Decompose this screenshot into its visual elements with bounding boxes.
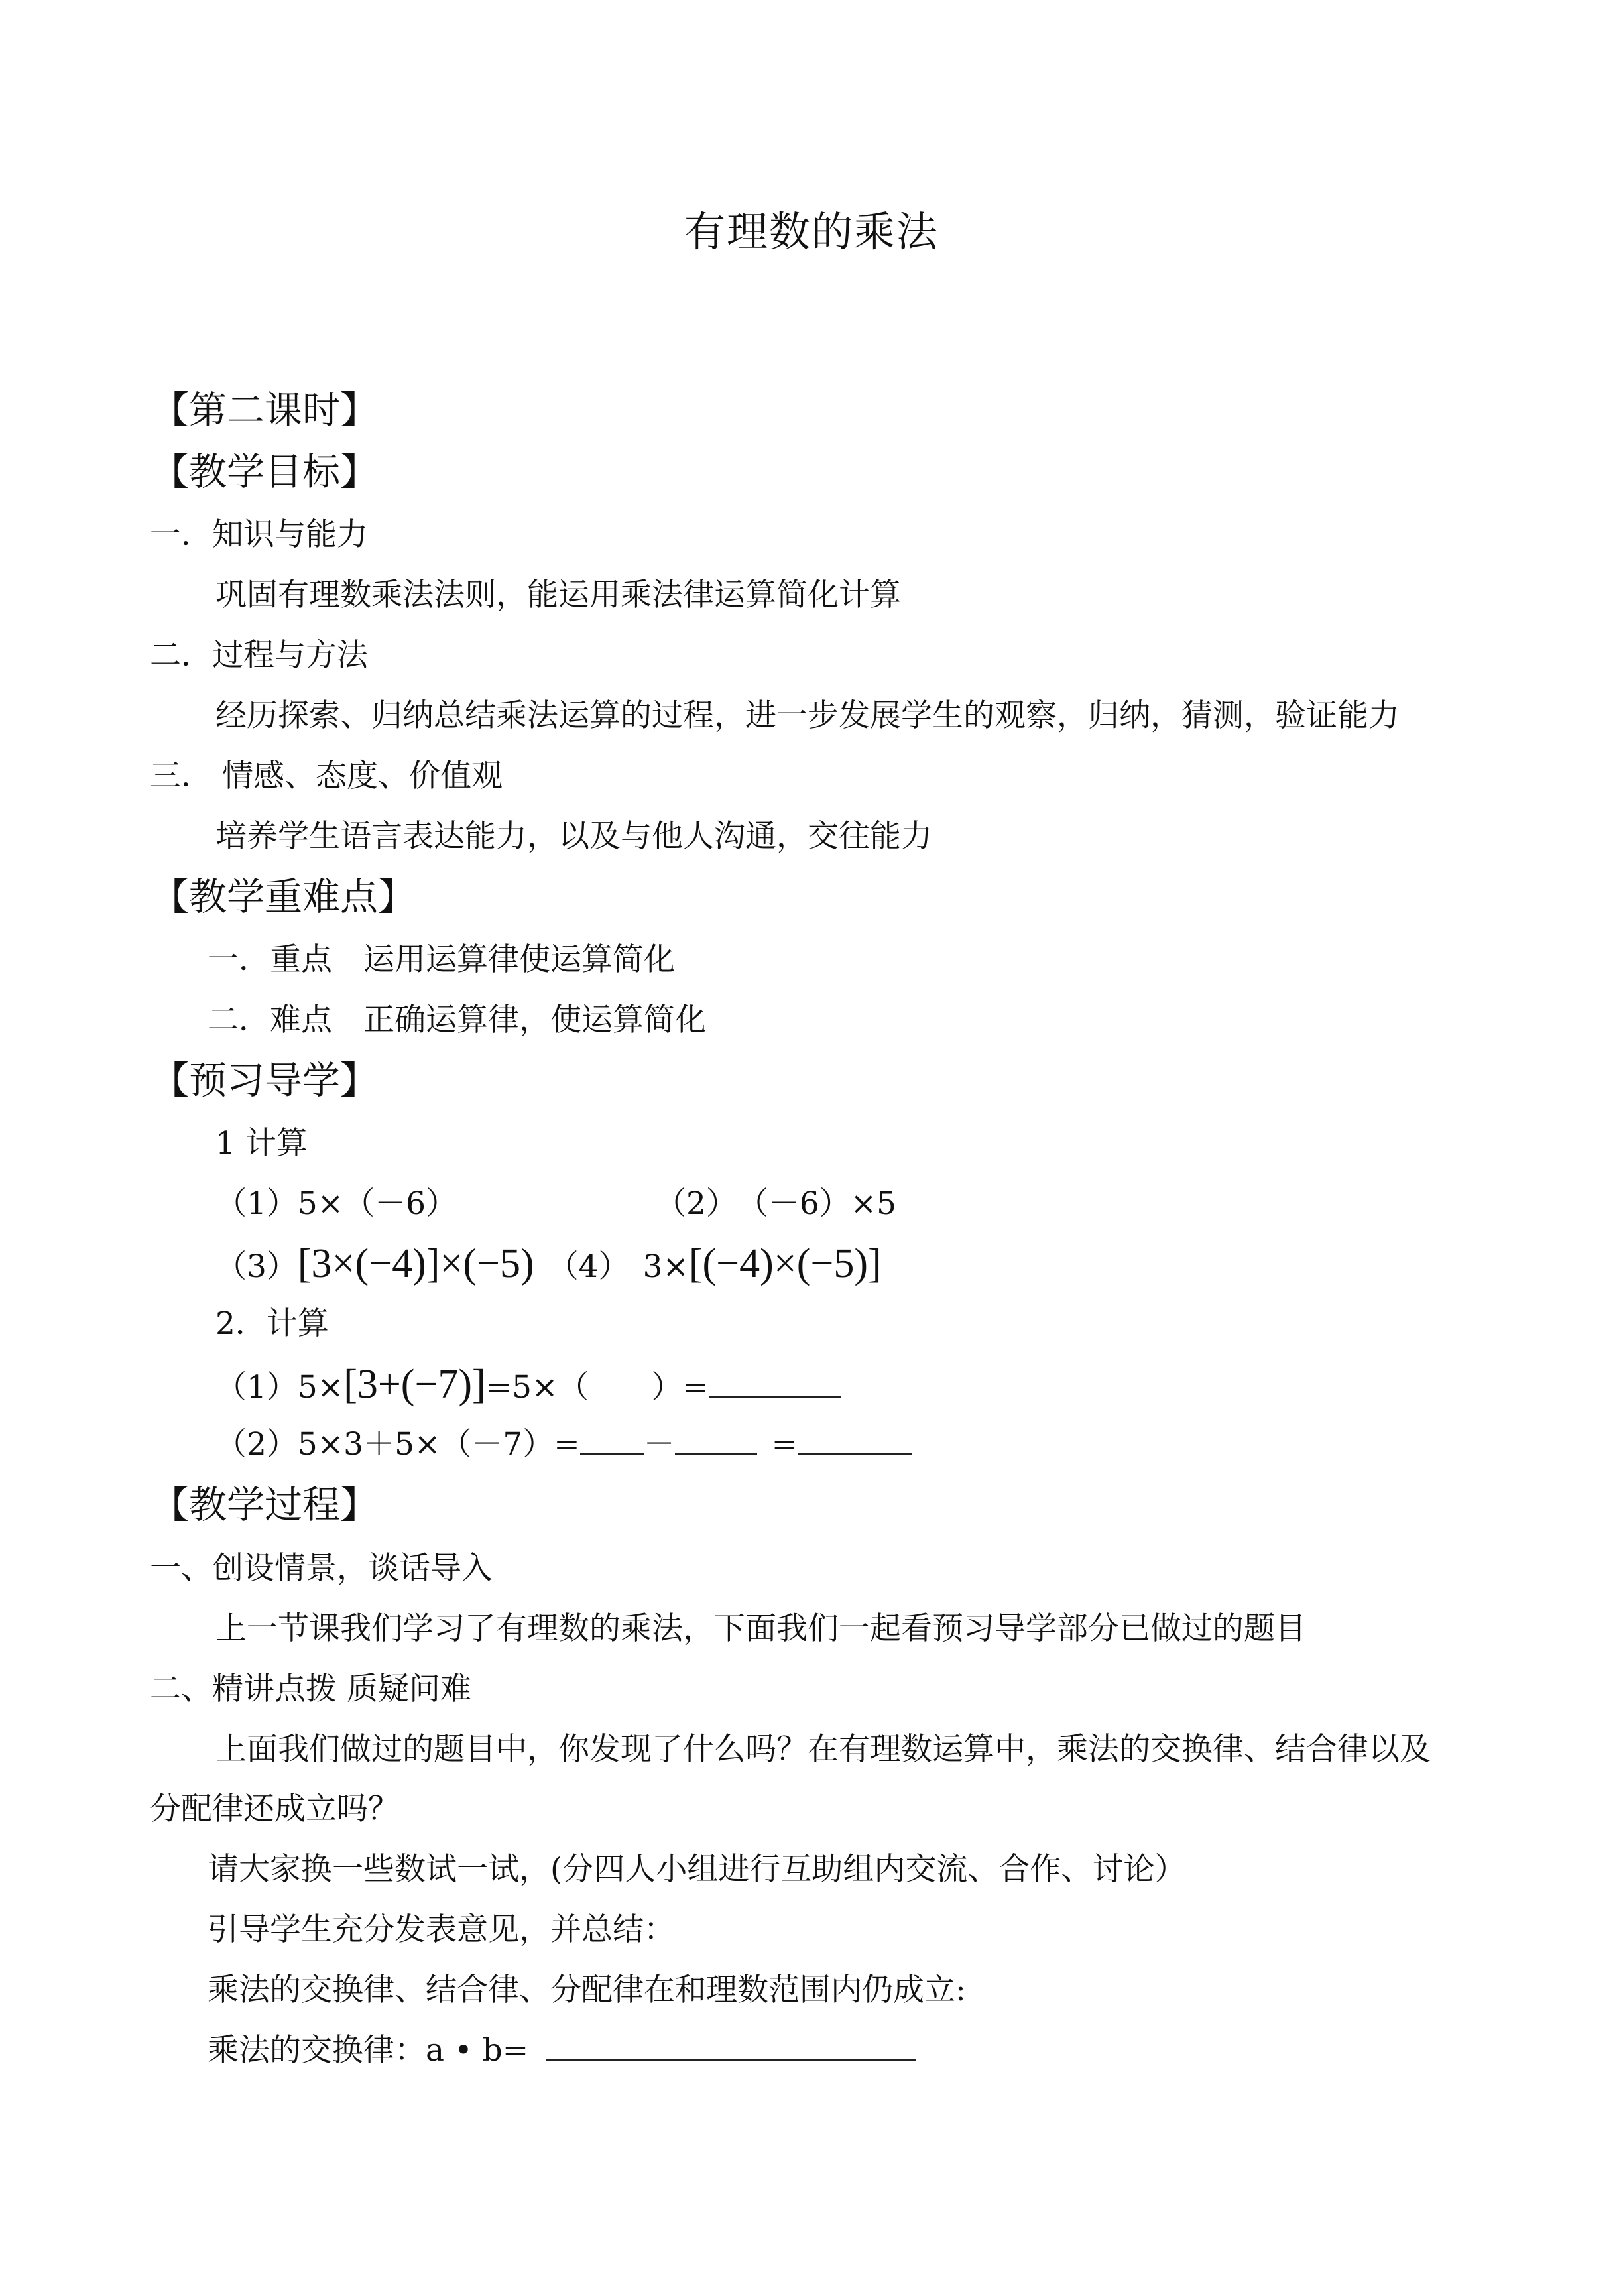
goal-3-text: 培养学生语言表达能力，以及与他人沟通，交往能力	[215, 818, 932, 855]
step-2-text-2: 分配律还成立吗？	[150, 1791, 399, 1827]
preview-2-q2-row	[215, 1425, 912, 1465]
goal-3-heading: 三． 情感、态度、价值观	[150, 758, 503, 794]
key-point-1: 一．重点 运用运算律使运算简化	[208, 941, 675, 978]
step-2-text-1: 上面我们做过的题目中，你发现了什么吗？在有理数运算中，乘法的交换律、结合律以及	[215, 1731, 1431, 1768]
answer-blank	[798, 1452, 912, 1455]
preview-1-q3-row	[215, 1241, 882, 1287]
preview-2-q1-label: （1）5×	[215, 1369, 344, 1406]
step-2-text-5: 乘法的交换律、结合律、分配律在和理数范围内仍成立:	[208, 1972, 966, 2008]
preview-1-q3-label: （3）	[215, 1248, 298, 1285]
heading-goals: 【教学目标】	[151, 450, 378, 494]
answer-blank	[675, 1452, 757, 1455]
preview-1-q1: （1）5×（－6）	[215, 1185, 457, 1222]
step-2-heading: 二、精讲点拨 质疑问难	[150, 1671, 471, 1707]
heading-preview: 【预习导学】	[151, 1059, 378, 1103]
step-1-heading: 一、创设情景，谈话导入	[150, 1550, 493, 1587]
preview-2-q1-expression: [3+(−7)]	[343, 1362, 486, 1407]
step-2-text-4: 引导学生充分发表意见，并总结：	[208, 1911, 675, 1948]
key-point-2: 二．难点 正确运算律，使运算简化	[208, 1002, 706, 1038]
preview-2-q1-tail: =5×（ ）=	[485, 1369, 709, 1406]
preview-1-q4-prefix: 3×	[642, 1248, 689, 1285]
preview-1-q4-label: （4）	[547, 1248, 630, 1285]
preview-1-q3-expression: [3×(−4)]×(−5)	[297, 1241, 534, 1286]
step-2-text-3: 请大家换一些数试一试，(分四人小组进行互助组内交流、合作、讨论）	[208, 1851, 1186, 1888]
preview-1-heading: 1 计算	[215, 1125, 308, 1162]
goal-1-text: 巩固有理数乘法法则，能运用乘法律运算简化计算	[215, 577, 901, 613]
preview-2-q2-expression: （2）5×3＋5×（－7）=	[215, 1426, 580, 1463]
answer-blank	[546, 2058, 916, 2061]
goal-1-heading: 一．知识与能力	[150, 516, 368, 553]
preview-2-q2-equals: =	[771, 1426, 798, 1463]
preview-2-q1-row	[215, 1364, 841, 1408]
answer-blank	[580, 1452, 644, 1455]
commutative-law-row	[208, 2031, 916, 2071]
preview-2-q2-minus: －	[643, 1426, 675, 1463]
step-1-text: 上一节课我们学习了有理数的乘法，下面我们一起看预习导学部分已做过的题目	[215, 1610, 1306, 1647]
preview-1-q2: （2） （－6）×5	[655, 1185, 897, 1222]
preview-1-q4-expression: [(−4)×(−5)]	[688, 1241, 882, 1286]
heading-period: 【第二课时】	[151, 389, 378, 432]
page-title: 有理数的乘法	[684, 208, 939, 256]
preview-2-heading: 2．计算	[215, 1305, 329, 1342]
answer-blank	[709, 1395, 841, 1398]
heading-key-points: 【教学重难点】	[151, 875, 416, 919]
heading-process: 【教学过程】	[151, 1483, 378, 1527]
commutative-law-label: 乘法的交换律：a • b=	[208, 2032, 529, 2069]
goal-2-heading: 二．过程与方法	[150, 637, 368, 674]
goal-2-text: 经历探索、归纳总结乘法运算的过程，进一步发展学生的观察，归纳，猜测，验证能力	[215, 697, 1400, 734]
